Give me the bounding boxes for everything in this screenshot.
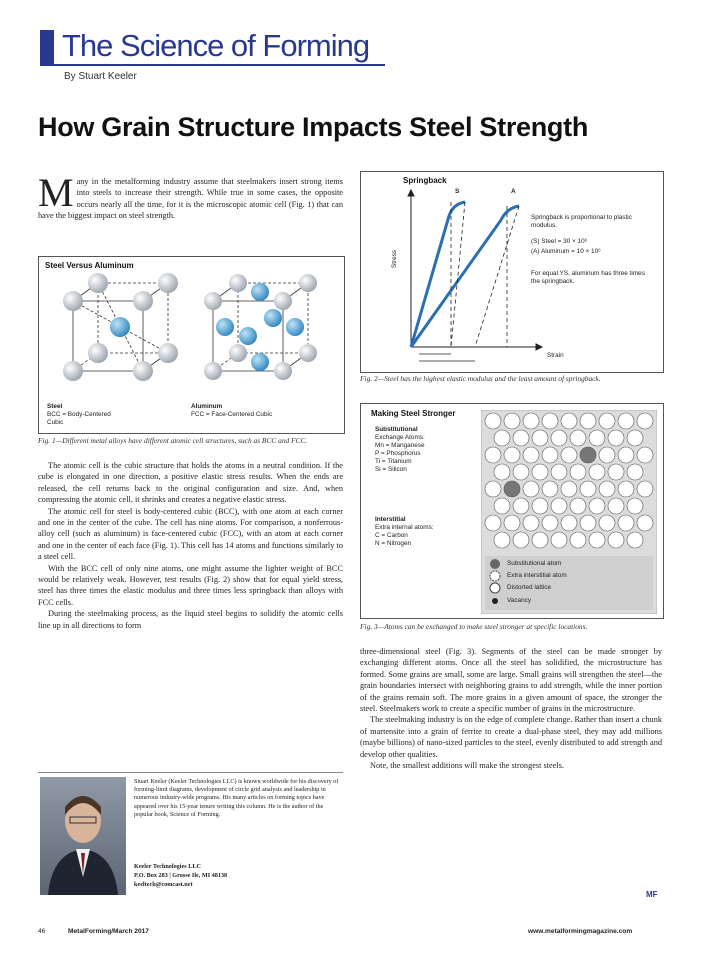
lattice-atom	[513, 464, 529, 480]
drop-cap: M	[38, 170, 74, 215]
fig2-title: Springback	[403, 176, 447, 185]
fig3-interstitial-title: Interstitial	[375, 516, 406, 523]
fig3-sub-item: Mn = Manganese	[375, 442, 425, 449]
fig2-note-1: Springback is proportional to plastic modulus.	[531, 214, 632, 229]
author-photo	[40, 777, 126, 895]
fig3-interstitial-desc: Extra internal atoms:	[375, 524, 434, 531]
figure-2	[360, 171, 664, 373]
lattice-atom	[523, 481, 539, 497]
fig1-lattice-diagram	[43, 271, 340, 399]
lattice-atom	[513, 430, 529, 446]
fig2-note-2: (S) Steel = 30 × 10⁶	[531, 238, 588, 245]
body-paragraph: Note, the smallest additions will make the strongest steels.	[370, 761, 565, 771]
steel-curve	[411, 202, 465, 347]
header-accent-bar	[40, 30, 54, 64]
lattice-atom	[627, 430, 643, 446]
fig1-steel-desc: BCC = Body-Centered Cubic	[47, 411, 111, 426]
fig3-caption: Fig. 3—Atoms can be exchanged to make steel stronger at specific locations.	[360, 622, 588, 631]
intro-paragraph	[38, 170, 343, 222]
lattice-atom	[504, 481, 520, 497]
lattice-atom	[542, 481, 558, 497]
lattice-atom	[532, 464, 548, 480]
fig1-aluminum-label: Aluminum	[191, 403, 223, 410]
fig2-xlabel: Strain	[547, 352, 564, 359]
lattice-atom	[561, 481, 577, 497]
fig3-legend-item: Substitutional atom	[507, 560, 562, 567]
lattice-atom	[504, 447, 520, 463]
fig2-caption: Fig. 2—Steel has the highest elastic modulus and the least amount of springback.	[360, 374, 601, 383]
body-paragraph: The atomic cell for steel is body-centered cubic (BCC), with one atom at each corner and one in the center of the cube. The cell has nine atoms. For comparison, a nonferrous-alloy cell (such as aluminum) is face-centered cubic (FCC), with an atom at each corner and one in the center of each face (Fig. 1). This cell has 14 atoms and functions similarly to a steel cell.	[38, 506, 343, 562]
fig3-sub-item: Ti = Titanium	[375, 458, 412, 465]
lattice-atom	[618, 481, 634, 497]
lattice-atom	[580, 447, 596, 463]
x-axis-arrow-icon	[536, 344, 542, 350]
lattice-atom	[513, 532, 529, 548]
lattice-atom	[599, 413, 615, 429]
left-column-body	[38, 460, 343, 631]
lattice-atom	[627, 532, 643, 548]
lattice-atom	[570, 532, 586, 548]
fig1-aluminum-desc: FCC = Face-Centered Cubic	[191, 411, 273, 418]
lattice-atom	[551, 430, 567, 446]
fig3-substitutional-desc: Exchange Atoms:	[375, 434, 425, 441]
lattice-atom	[532, 532, 548, 548]
fig3-substitutional-title: Substitutional	[375, 426, 418, 433]
lattice-atom	[485, 515, 501, 531]
lattice-atom	[504, 413, 520, 429]
lattice-atom	[494, 464, 510, 480]
aluminum-curve	[411, 206, 519, 347]
article-headline: How Grain Structure Impacts Steel Strength	[38, 112, 589, 142]
lattice-atom	[637, 481, 653, 497]
fig1-caption: Fig. 1—Different metal alloys have different atomic cell structures, such as BCC and FCC.	[38, 436, 308, 445]
lattice-atom	[589, 430, 605, 446]
lattice-atom	[618, 413, 634, 429]
lattice-atom	[485, 413, 501, 429]
fig2-label-s: S	[455, 188, 460, 195]
figure-1	[38, 256, 345, 434]
fig2-label-a: A	[511, 188, 516, 195]
fig1-steel-label: Steel	[47, 403, 63, 410]
fig2-note-4: For equal YS, aluminum has three times the springback.	[531, 270, 645, 285]
fig3-legend-item: Distorted lattice	[507, 584, 552, 591]
lattice-atom	[551, 464, 567, 480]
page-number: 46	[38, 928, 46, 935]
figure-3	[360, 403, 664, 619]
lattice-atom	[580, 515, 596, 531]
bio-address: P.O. Box 283 | Grosse Ile, MI 48138	[134, 872, 228, 879]
fig3-legend-item: Vacancy	[507, 597, 532, 604]
body-paragraph: three-dimensional steel (Fig. 3). Segments of the steel can be made stronger by exchanging different atoms. Once all the steel has solidified, the microstructure has formed. Some grains are small, some are large. Small grains will strengthen the steel—the grain boundaries intersect with neighboring grains to add strength, while the inner portion of the grains remain soft. The more grains in a given amount of space, the stronger the steel. Steelmakers work to create a specific number of grains in the microstructure.	[360, 647, 662, 714]
lattice-atom	[504, 515, 520, 531]
lattice-atom	[561, 447, 577, 463]
fig3-title: Making Steel Stronger	[371, 409, 456, 418]
lattice-atom	[532, 430, 548, 446]
y-axis-arrow-icon	[408, 190, 414, 196]
lattice-atom	[485, 447, 501, 463]
lattice-atom	[608, 532, 624, 548]
bio-company: Keeler Technologies LLC	[134, 863, 201, 870]
lattice-atom	[618, 515, 634, 531]
lattice-atom	[542, 447, 558, 463]
lattice-atom	[608, 498, 624, 514]
lattice-atom	[561, 413, 577, 429]
lattice-atom	[494, 498, 510, 514]
lattice-atom	[551, 498, 567, 514]
lattice-atom	[637, 413, 653, 429]
author-bio-box	[38, 772, 343, 899]
lattice-atom	[570, 430, 586, 446]
lattice-atom	[627, 498, 643, 514]
lattice-atom	[570, 498, 586, 514]
fig3-int-item: C = Carbon	[375, 532, 408, 539]
lattice-atom	[599, 515, 615, 531]
fig2-ylabel: Stress	[391, 249, 398, 268]
right-column-body	[360, 646, 662, 771]
fig3-sub-item: P = Phosphorus	[375, 450, 421, 457]
column-title: The Science of Forming	[62, 28, 370, 63]
lattice-atom	[599, 481, 615, 497]
lattice-atom	[589, 498, 605, 514]
lattice-atom	[608, 430, 624, 446]
body-paragraph: The atomic cell is the cubic structure that holds the atoms in a neutral condition. If the cube is elongated in one direction, a positive elastic stress results. When the ends are released, the cell returns back to the original configuration and size. And, when compressing the atomic cell, it shrinks and creates a negative elastic stress.	[38, 461, 343, 505]
lattice-atom	[618, 447, 634, 463]
intro-text: any in the metalforming industry assume that steelmakers insert strong items into steels to increase their strength. While true in some cases, the opposite occurs nearly all the time, for it is the microscopic atomic cell (Fig. 1) that can have the biggest impact on steel strength.	[38, 177, 343, 221]
lattice-atom	[494, 532, 510, 548]
lattice-atom	[589, 464, 605, 480]
byline: By Stuart Keeler	[64, 71, 137, 82]
fig3-sub-item: Si = Silicon	[375, 466, 407, 473]
author-bio-text: Stuart Keeler (Keeler Technologies LLC) is known worldwide for his discovery of forming-limit diagrams, development of circle grid analysis and leadership in numerous industry-wide programs. His many articles on forming topics have appeared over his 15-year tenure writing this column. He is the author of the popular book, Science of Forming.	[134, 778, 339, 818]
fig3-legend-item: Extra interstitial atom	[507, 572, 567, 579]
lattice-atom	[485, 481, 501, 497]
lattice-atom	[637, 515, 653, 531]
lattice-atom	[532, 498, 548, 514]
body-paragraph: The steelmaking industry is on the edge of complete change. Rather than insert a chunk of martensite into a grain of ferrite to create a dual-phase steel, they may add millions (maybe billions) of nano-sized particles to the steel, evenly distributed to add strength and develop other qualities.	[360, 715, 662, 759]
fcc-atoms	[204, 274, 317, 380]
bcc-atoms	[63, 273, 178, 381]
lattice-atom	[608, 464, 624, 480]
end-mark: MF	[646, 890, 658, 899]
lattice-atom	[542, 515, 558, 531]
lattice-atom	[627, 464, 643, 480]
fig3-int-item: N = Nitrogen	[375, 540, 412, 547]
lattice-atom	[561, 515, 577, 531]
publication-name: MetalForming/March 2017	[68, 928, 149, 935]
lattice-atom	[599, 447, 615, 463]
lattice-atom	[523, 447, 539, 463]
website-link[interactable]: www.metalformingmagazine.com	[528, 928, 633, 935]
lattice-atom	[637, 447, 653, 463]
lattice-atom	[513, 498, 529, 514]
lattice-atom	[494, 430, 510, 446]
lattice-atom	[570, 464, 586, 480]
lattice-atom	[580, 413, 596, 429]
lattice-atom	[580, 481, 596, 497]
lattice-atom	[523, 515, 539, 531]
body-paragraph: During the steelmaking process, as the liquid steel begins to solidify the atomic cells line up in all directions to form	[38, 609, 343, 630]
body-paragraph: With the BCC cell of only nine atoms, one might assume the lighter weight of BCC would be relatively weak. However, test results (Fig. 2) show that for equal yield stress, steel has three times the elastic modulus and three times less springback than alloys with FCC cells.	[38, 563, 343, 607]
lattice-atom	[589, 532, 605, 548]
lattice-atom	[542, 413, 558, 429]
author-portrait-icon	[40, 777, 126, 895]
header-rule	[40, 64, 385, 66]
bio-email[interactable]: keeltech@comcast.net	[134, 881, 193, 888]
lattice-atom	[523, 413, 539, 429]
fig2-note-3: (A) Aluminum = 10 × 10⁶	[531, 248, 601, 255]
fig1-title: Steel Versus Aluminum	[45, 261, 134, 270]
lattice-atom	[551, 532, 567, 548]
